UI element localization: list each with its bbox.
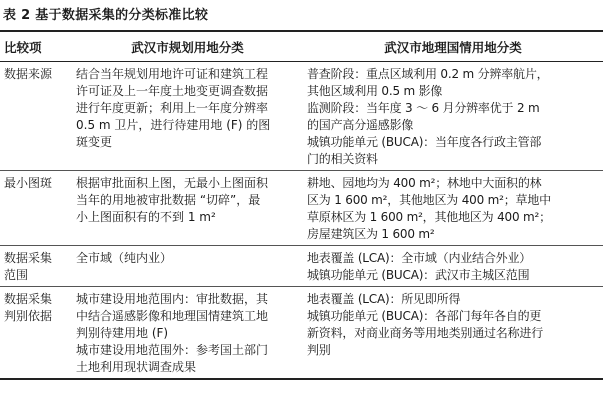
comparison-table <box>0 30 603 380</box>
planning-cell-line: 当年的用地被审批数据 “切碎”，最 <box>76 193 261 207</box>
row-item: 数据采集 判别依据 <box>0 287 72 380</box>
header-geo: 武汉市地理国情用地分类 <box>303 31 603 62</box>
planning-cell-line: 判别待建用地 (F) <box>76 326 169 340</box>
geo-cell-line: 城镇功能单元 (BUCA)：各部门每年各自的更 <box>307 309 542 323</box>
planning-cell-line: 进行年度更新；利用上一年度分辨率 <box>76 101 269 115</box>
planning-cell <box>72 246 303 287</box>
row-item: 数据来源 <box>0 62 72 171</box>
table-row <box>0 246 603 287</box>
geo-cell-line: 地表覆盖 (LCA)：所见即所得 <box>307 292 461 306</box>
planning-cell-line: 结合当年规划用地许可证和建筑工程 <box>76 67 269 81</box>
table-row <box>0 62 603 171</box>
geo-cell-line: 房屋建筑区为 1 600 m² <box>307 227 435 241</box>
geo-cell-line: 普查阶段：重点区域利用 0.2 m 分辨率航片， <box>307 67 549 81</box>
geo-cell-line: 城镇功能单元 (BUCA)：当年度各行政主管部 <box>307 135 542 149</box>
geo-cell-line: 的国产高分遥感影像 <box>307 118 414 132</box>
planning-cell-line: 全市域（纯内业） <box>76 251 173 265</box>
table-row <box>0 171 603 246</box>
geo-cell <box>303 62 603 171</box>
geo-cell-line: 耕地、园地均为 400 m²；林地中大面积的林 <box>307 176 542 190</box>
planning-cell-line: 0.5 m 卫片，进行待建用地 (F) 的图 <box>76 118 271 132</box>
geo-cell-line: 监测阶段：当年度 3 ～ 6 月分辨率优于 2 m <box>307 101 540 115</box>
geo-cell <box>303 287 603 380</box>
header-planning: 武汉市规划用地分类 <box>72 31 303 62</box>
table-caption: 表 2 基于数据采集的分类标准比较 <box>3 8 209 23</box>
geo-cell <box>303 246 603 287</box>
geo-cell-line: 其他区域利用 0.5 m 影像 <box>307 84 443 98</box>
geo-cell-line: 地表覆盖 (LCA)：全市域（内业结合外业） <box>307 251 532 265</box>
geo-cell-line: 区为 1 600 m²，其他地区为 400 m²；草地中 <box>307 193 551 207</box>
planning-cell-line: 城市建设用地范围内：审批数据，其 <box>76 292 269 306</box>
geo-cell-line: 城镇功能单元 (BUCA)：武汉市主城区范围 <box>307 268 530 282</box>
planning-cell-line: 根据审批面积上图，无最小上图面积 <box>76 176 269 190</box>
geo-cell-line: 门的相关资料 <box>307 152 378 166</box>
planning-cell-line: 城市建设用地范围外：参考国土部门 <box>76 343 269 357</box>
row-item: 最小图斑 <box>0 171 72 246</box>
table-row <box>0 287 603 380</box>
table-header-row <box>0 31 603 62</box>
geo-cell-line: 判别 <box>307 343 331 357</box>
planning-cell <box>72 287 303 380</box>
planning-cell <box>72 171 303 246</box>
planning-cell-line: 斑变更 <box>76 135 113 149</box>
planning-cell-line: 土地利用现状调查成果 <box>76 360 197 374</box>
planning-cell-line: 中结合遥感影像和地理国情建筑工地 <box>76 309 269 323</box>
planning-cell-line: 小上图面积有的不到 1 m² <box>76 210 216 224</box>
row-item: 数据采集 范围 <box>0 246 72 287</box>
geo-cell-line: 草原林区为 1 600 m²，其他地区为 400 m²； <box>307 210 551 224</box>
header-item: 比较项 <box>0 31 72 62</box>
planning-cell <box>72 62 303 171</box>
geo-cell <box>303 171 603 246</box>
planning-cell-line: 许可证及上一年度土地变更调查数据 <box>76 84 269 98</box>
geo-cell-line: 新资料，对商业商务等用地类别通过名称进行 <box>307 326 544 340</box>
